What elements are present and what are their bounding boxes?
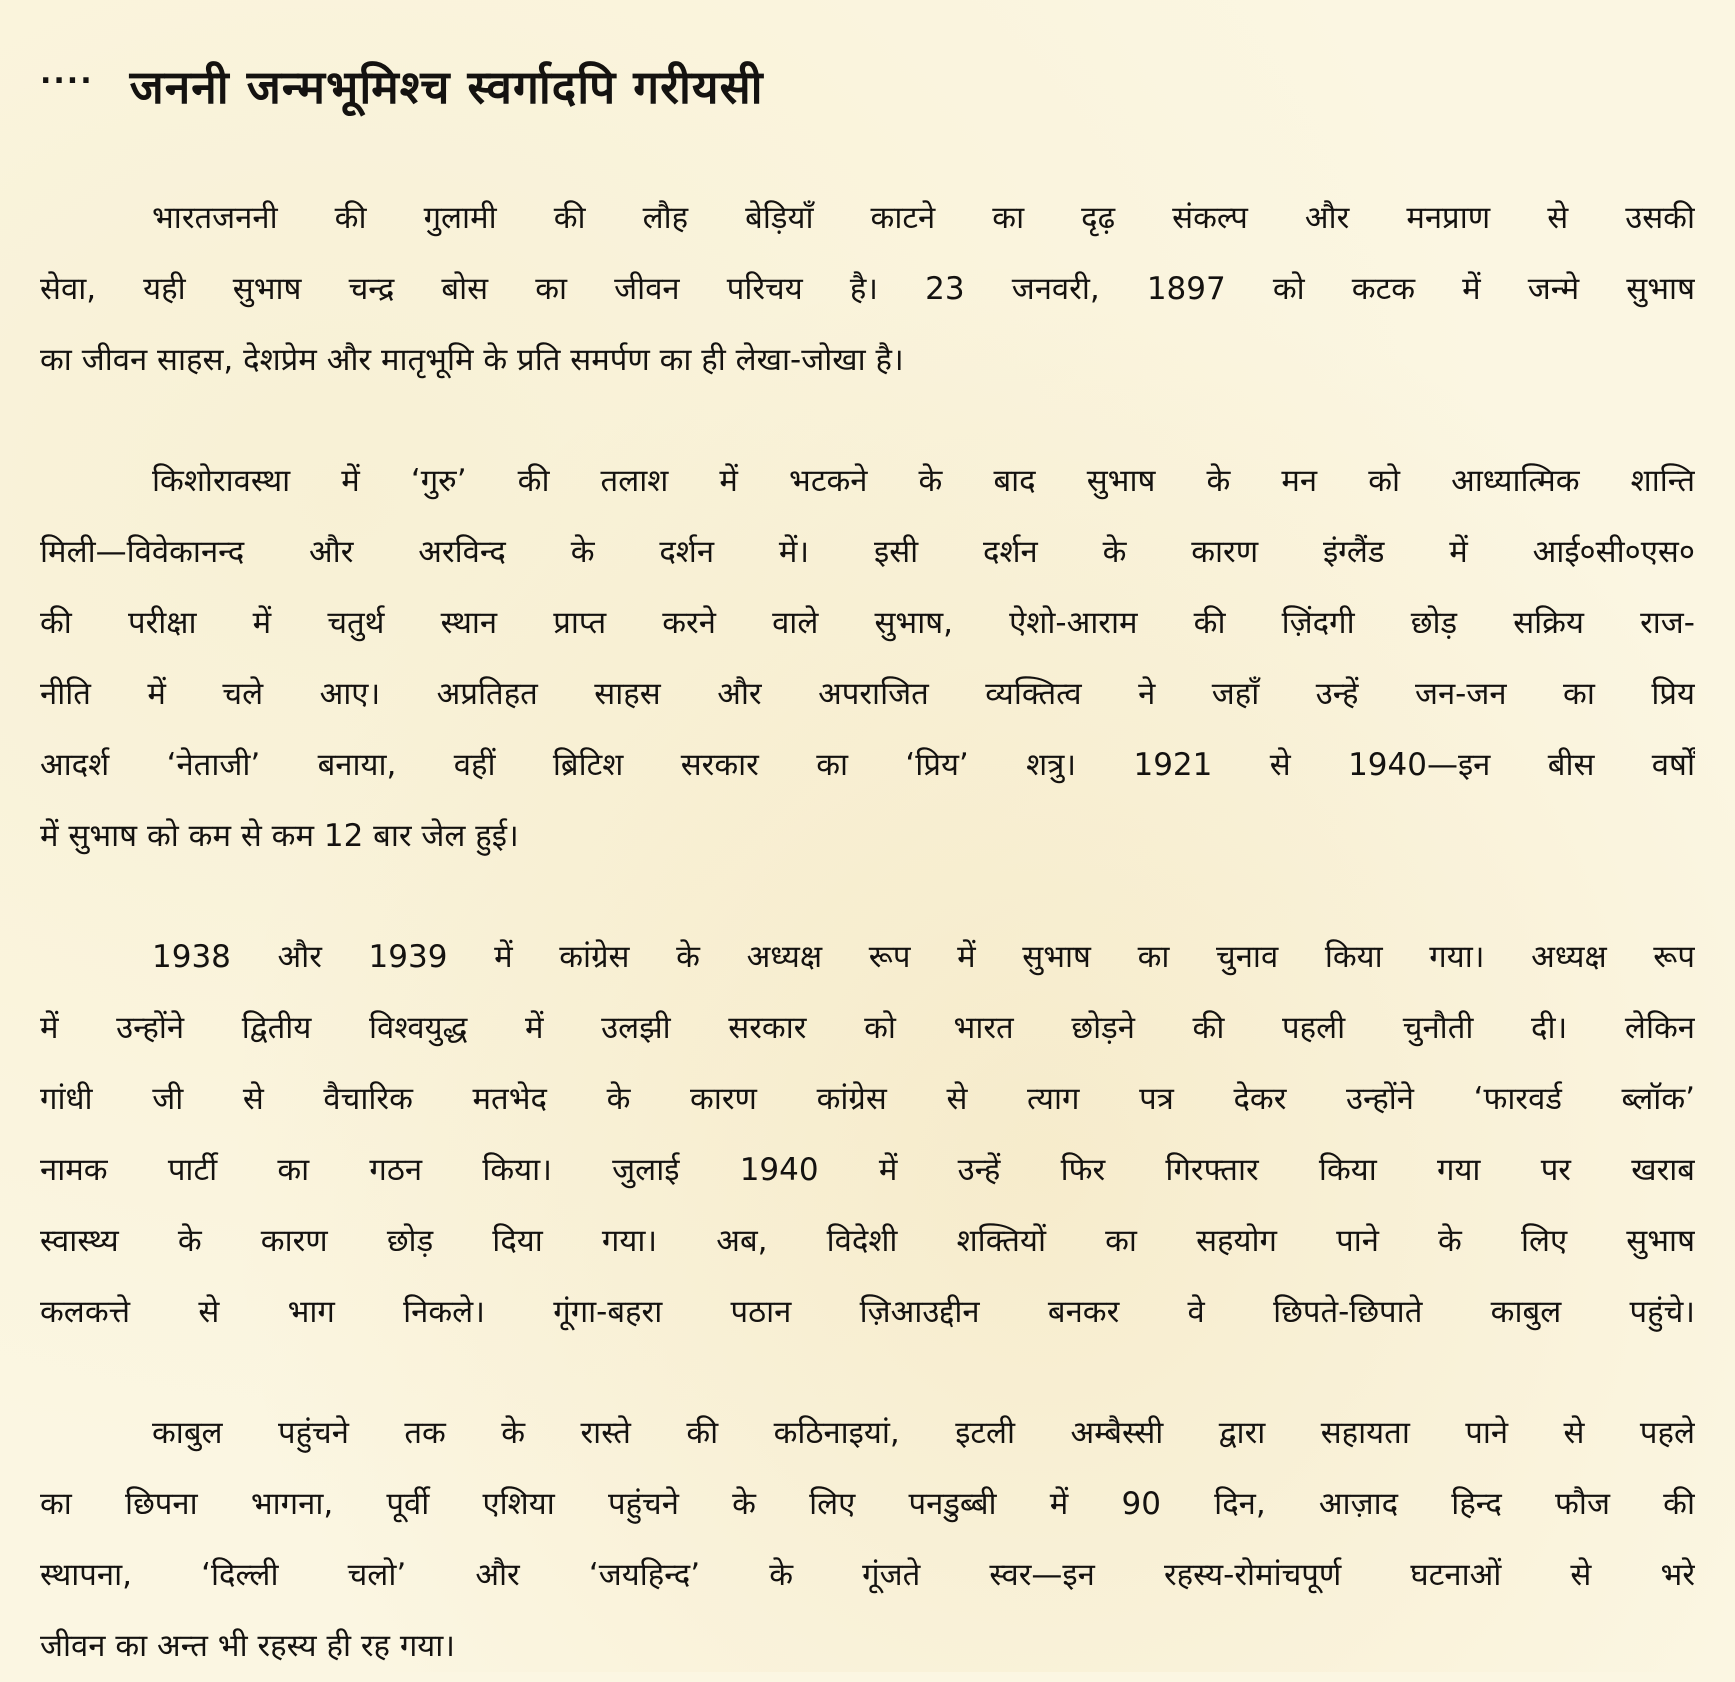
text-line: भारतजननी की गुलामी की लौह बेड़ियाँ काटने का दृढ़ संकल्प और मनप्राण से उसकी [152, 200, 1695, 236]
text-line: 1938 और 1939 में कांग्रेस के अध्यक्ष रूप में सुभाष का चुनाव किया गया। अध्यक्ष रूप [152, 939, 1695, 975]
text-line: नीति में चले आए। अप्रतिहत साहस और अपराजित व्यक्तित्व ने जहाँ उन्हें जन-जन का प्रिय [40, 676, 1695, 712]
text-line: में उन्होंने द्वितीय विश्वयुद्ध में उलझी सरकार को भारत छोड़ने की पहली चुनौती दी। लेकिन [40, 1010, 1695, 1046]
paragraph-3 [40, 922, 1695, 1348]
text-line: का छिपना भागना, पूर्वी एशिया पहुंचने के लिए पनडुब्बी में 90 दिन, आज़ाद हिन्द फौज की [40, 1486, 1695, 1522]
paragraph-1 [40, 183, 1695, 396]
text-line: आदर्श ‘नेताजी’ बनाया, वहीं ब्रिटिश सरकार का ‘प्रिय’ शत्रु। 1921 से 1940—इन बीस वर्षों [40, 747, 1695, 783]
text-line: की परीक्षा में चतुर्थ स्थान प्राप्त करने वाले सुभाष, ऐशो-आराम की ज़िंदगी छोड़ सक्रिय राज- [40, 605, 1695, 641]
heading-dots: .... [40, 56, 94, 91]
text-line: स्वास्थ्य के कारण छोड़ दिया गया। अब, विदेशी शक्तियों का सहयोग पाने के लिए सुभाष [40, 1223, 1695, 1259]
page-title: जननी जन्मभूमिश्च स्वर्गादपि गरीयसी [129, 59, 764, 114]
text-line: काबुल पहुंचने तक के रास्ते की कठिनाइयां, इटली अम्बैस्सी द्वारा सहायता पाने से पहले [152, 1415, 1695, 1451]
text-line: कलकत्ते से भाग निकले। गूंगा-बहरा पठान ज़िआउद्दीन बनकर वे छिपते-छिपाते काबुल पहुंचे। [40, 1294, 1695, 1330]
text-line: नामक पार्टी का गठन किया। जुलाई 1940 में उन्हें फिर गिरफ्तार किया गया पर खराब [40, 1152, 1695, 1188]
text-line: का जीवन साहस, देशप्रेम और मातृभूमि के प्रति समर्पण का ही लेखा-जोखा है। [40, 342, 904, 378]
paragraph-4 [40, 1398, 1695, 1682]
text-line: जीवन का अन्त भी रहस्य ही रह गया। [40, 1628, 456, 1664]
text-line: मिली—विवेकानन्द और अरविन्द के दर्शन में। इसी दर्शन के कारण इंग्लैंड में आई०सी०एस० [40, 534, 1695, 570]
text-line: में सुभाष को कम से कम 12 बार जेल हुई। [40, 818, 519, 854]
text-line: किशोरावस्था में ‘गुरु’ की तलाश में भटकने के बाद सुभाष के मन को आध्यात्मिक शान्ति [152, 463, 1695, 499]
text-line: गांधी जी से वैचारिक मतभेद के कारण कांग्रेस से त्याग पत्र देकर उन्होंने ‘फारवर्ड ब्लॉक’ [40, 1081, 1695, 1117]
text-line: स्थापना, ‘दिल्ली चलो’ और ‘जयहिन्द’ के गूंजते स्वर—इन रहस्य-रोमांचपूर्ण घटनाओं से भरे [40, 1557, 1695, 1593]
paragraph-2 [40, 446, 1695, 872]
heading [40, 38, 1695, 133]
text-line: सेवा, यही सुभाष चन्द्र बोस का जीवन परिचय है। 23 जनवरी, 1897 को कटक में जन्मे सुभाष [40, 271, 1695, 307]
